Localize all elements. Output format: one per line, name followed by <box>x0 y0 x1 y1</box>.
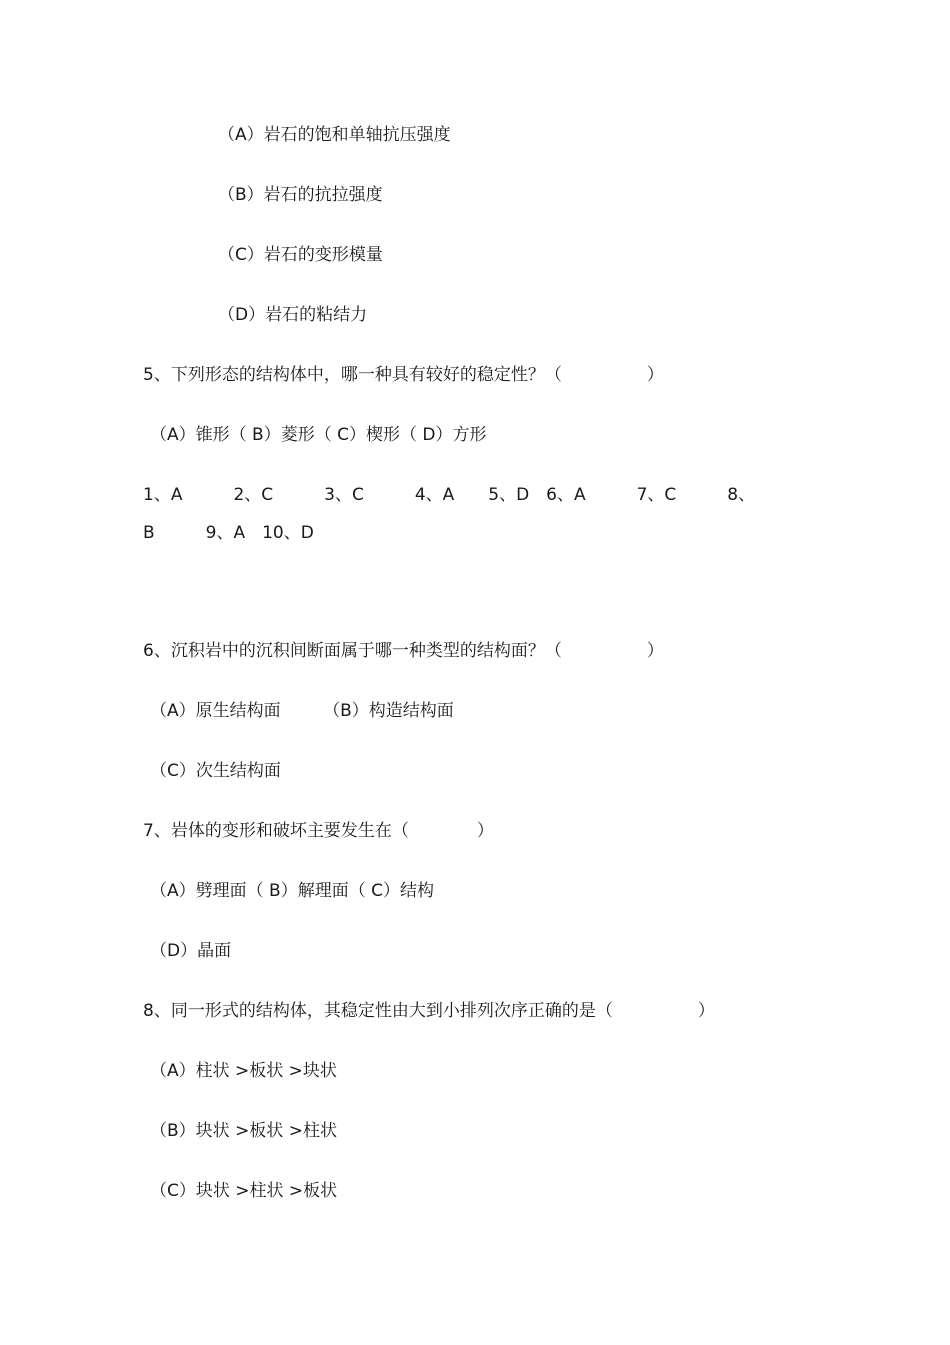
q6-option-c: （C）次生结构面 <box>150 761 281 781</box>
answer-key-line-2: B 9、A 10、D <box>143 523 314 543</box>
q4-option-a: （A）岩石的饱和单轴抗压强度 <box>218 125 451 145</box>
question-5: 5、下列形态的结构体中，哪一种具有较好的稳定性？（ ） <box>143 365 664 385</box>
question-8: 8、同一形式的结构体，其稳定性由大到小排列次序正确的是（ ） <box>143 1001 715 1021</box>
q7-options-abc: （A）劈理面（ B）解理面（ C）结构 <box>150 881 434 901</box>
q4-option-d: （D）岩石的粘结力 <box>218 305 368 325</box>
q5-options: （A）锥形（ B）菱形（ C）楔形（ D）方形 <box>150 425 487 445</box>
answer-key-line-1: 1、A 2、C 3、C 4、A 5、D 6、A 7、C 8、 <box>143 485 756 505</box>
q6-options-ab: （A）原生结构面 （B）构造结构面 <box>150 701 454 721</box>
question-6: 6、沉积岩中的沉积间断面属于哪一种类型的结构面？（ ） <box>143 641 664 661</box>
q8-option-b: （B）块状 >板状 >柱状 <box>150 1121 337 1141</box>
q8-option-c: （C）块状 >柱状 >板状 <box>150 1181 338 1201</box>
q8-option-a: （A）柱状 >板状 >块状 <box>150 1061 337 1081</box>
q4-option-c: （C）岩石的变形模量 <box>218 245 383 265</box>
q7-option-d: （D）晶面 <box>150 941 232 961</box>
q4-option-b: （B）岩石的抗拉强度 <box>218 185 383 205</box>
question-7: 7、岩体的变形和破坏主要发生在（ ） <box>143 821 494 841</box>
